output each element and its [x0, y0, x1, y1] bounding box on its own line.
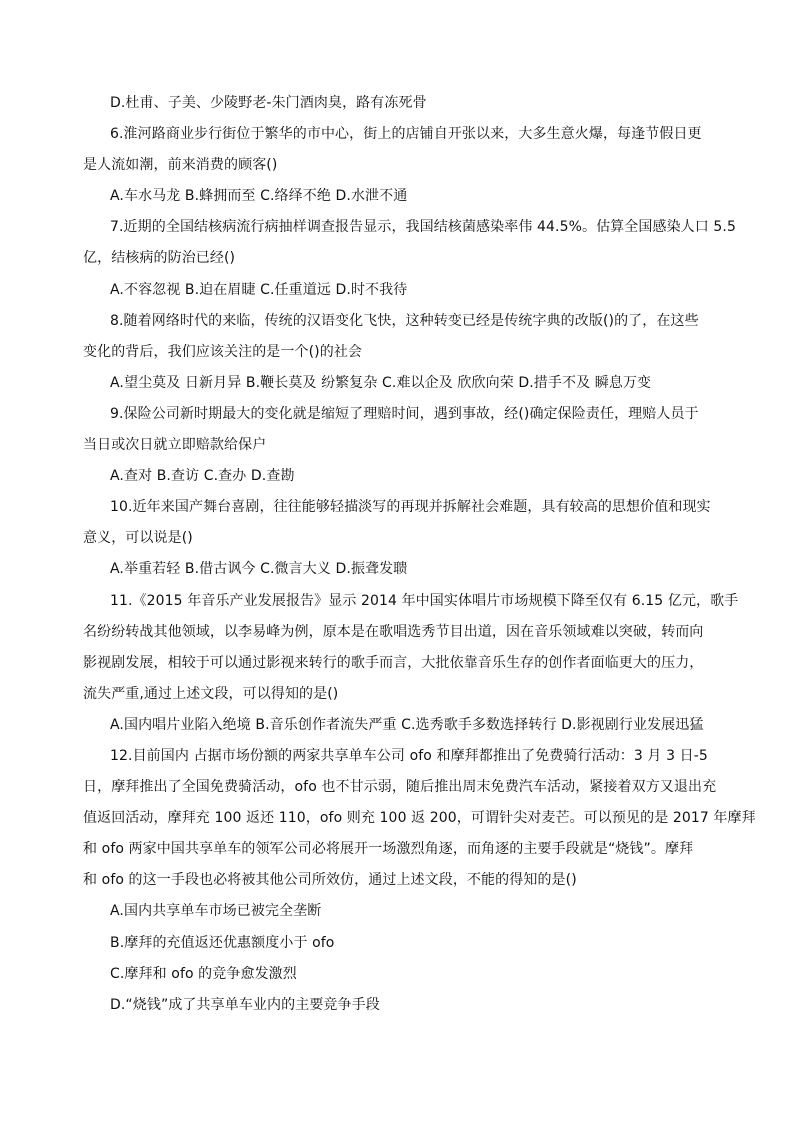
text-line: A.车水马龙 B.蜂拥而至 C.络绎不绝 D.水泄不通 — [110, 188, 408, 205]
text-line: 是人流如潮，前来消费的顾客() — [83, 157, 278, 174]
text-line: 变化的背后，我们应该关注的是一个()的社会 — [83, 343, 363, 360]
text-line: 流失严重,通过上述文段，可以得知的是() — [83, 685, 339, 702]
text-line: A.国内共享单车市场已被完全垄断 — [110, 903, 322, 920]
text-line: 影视剧发展，相较于可以通过影视来转行的歌手而言，大批依靠音乐生存的创作者面临更大的压力， — [83, 654, 704, 671]
text-line: 和 ofo 两家中国共享单车的领军公司必将展开一场激烈角逐，而角逐的主要手段就是“烧钱”。摩拜 — [83, 841, 694, 858]
text-line: 日，摩拜推出了全国免费骑活动，ofo 也不甘示弱，随后推出周末免费汽车活动，紧接着双方又退出充 — [83, 779, 717, 796]
text-line: 和 ofo 的这一手段也必将被其他公司所效仿，通过上述文段，不能的得知的是() — [83, 872, 577, 889]
text-line: 值返回活动，摩拜充 100 返还 110，ofo 则充 100 返 200，可谓针尖对麦芒。可以预见的是 2017 年摩拜 — [83, 810, 756, 827]
text-line: D.“烧钱”成了共享单车业内的主要竞争手段 — [110, 996, 380, 1013]
text-line: 7.近期的全国结核病流行病抽样调查报告显示，我国结核菌感染率伟 44.5%。估算全国感染人口 5.5 — [110, 219, 736, 236]
text-line: 6.淮河路商业步行街位于繁华的市中心，街上的店铺自开张以来，大多生意火爆，每逢节假日更 — [110, 126, 702, 143]
text-line: 9.保险公司新时期最大的变化就是缩短了理赔时间，遇到事故，经()确定保险责任，理赔人员于 — [110, 405, 699, 422]
document-page — [83, 88, 756, 1021]
text-line: 10.近年来国产舞台喜剧，往往能够轻描淡写的再现并拆解社会难题，具有较高的思想价值和现实 — [110, 499, 711, 516]
text-line: D.杜甫、子美、少陵野老-朱门酒肉臭，路有冻死骨 — [110, 95, 427, 111]
text-line: A.查对 B.查访 C.查办 D.查勘 — [110, 468, 295, 485]
text-line: 12.目前国内 占据市场份额的两家共享单车公司 ofo 和摩拜都推出了免费骑行活动：3 月 3 日-5 — [110, 747, 708, 764]
text-line: B.摩拜的充值返还优惠额度小于 ofo — [110, 934, 335, 951]
text-line: 11.《2015 年音乐产业发展报告》显示 2014 年中国实体唱片市场规模下降至仅有 6.15 亿元，歌手 — [110, 592, 739, 609]
text-line: 亿，结核病的防治已经() — [83, 250, 236, 267]
text-line: C.摩拜和 ofo 的竞争愈发激烈 — [110, 965, 297, 982]
text-line: 8.随着网络时代的来临，传统的汉语变化飞快，这种转变已经是传统字典的改版()的了，在这些 — [110, 312, 699, 329]
text-line: 意义，可以说是() — [83, 530, 193, 547]
text-line: A.不容忽视 B.迫在眉睫 C.任重道远 D.时不我待 — [110, 281, 408, 298]
text-line: A.举重若轻 B.借古讽今 C.微言大义 D.振聋发聩 — [110, 561, 408, 578]
text-line: 当日或次日就立即赔款给保户 — [83, 437, 267, 454]
text-line: 名纷纷转战其他领域，以李易峰为例，原本是在歌唱选秀节目出道，因在音乐领域难以突破，转而向 — [83, 623, 704, 640]
text-line: A.望尘莫及 日新月异 B.鞭长莫及 纷繁复杂 C.难以企及 欣欣向荣 D.措手不及 瞬息万变 — [110, 374, 652, 391]
text-line: A.国内唱片业陷入绝境 B.音乐创作者流失严重 C.选秀歌手多数选择转行 D.影视剧行业发展迅猛 — [110, 716, 704, 733]
